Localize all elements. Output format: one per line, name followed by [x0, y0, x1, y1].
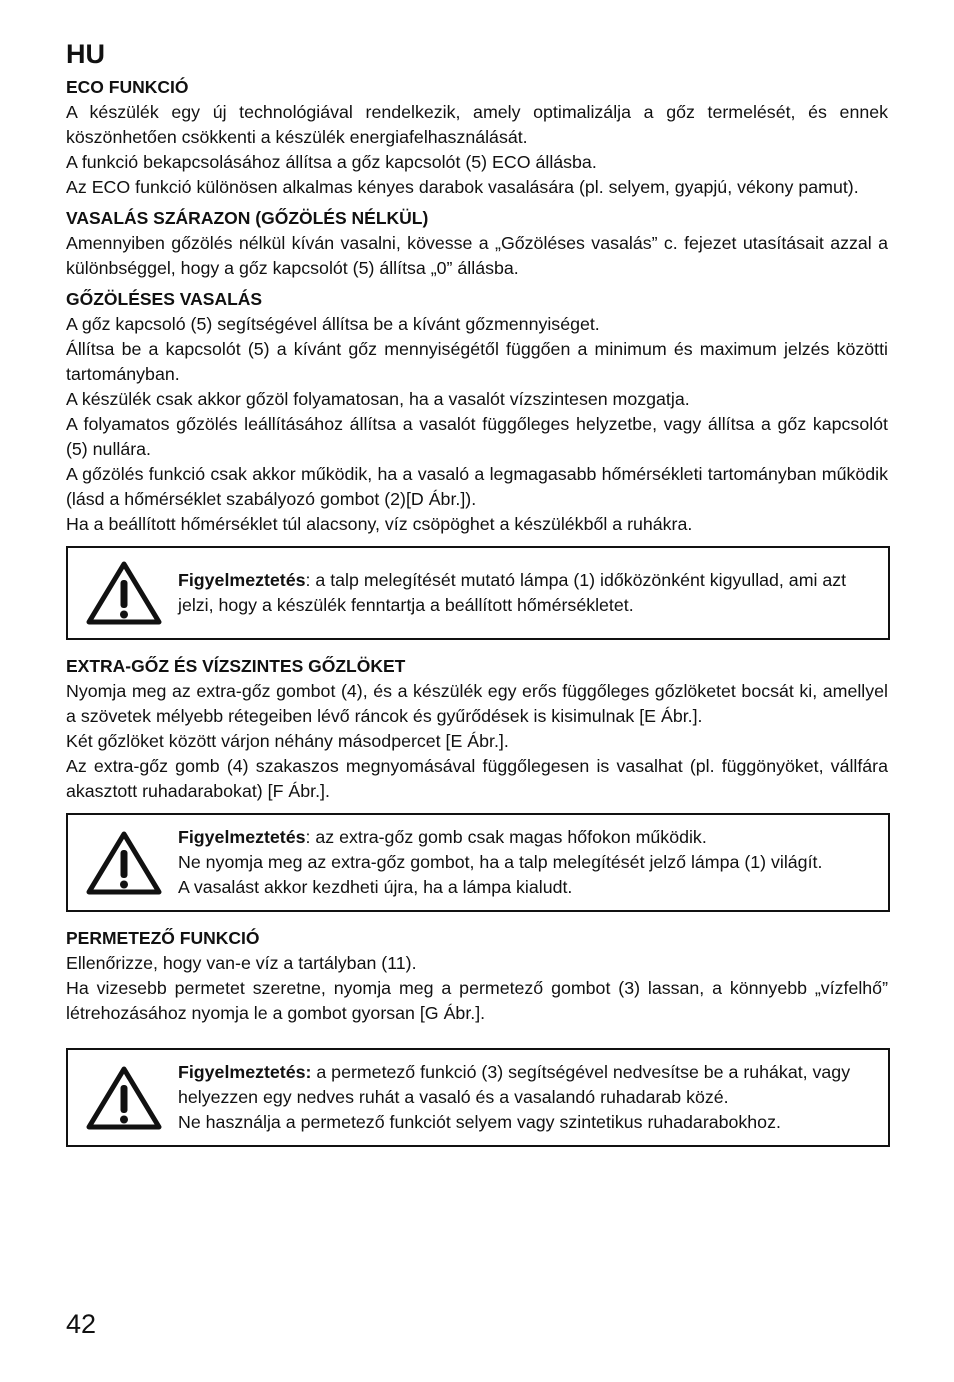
paragraph: A gőzölés funkció csak akkor működik, ha a vasaló a legmagasabb hőmérsékleti tartományban működik (lásd a hőmérséklet szabályozó gombot (2)[D Ábr.]).	[66, 464, 888, 509]
paragraph: Amennyiben gőzölés nélkül kíván vasalni, kövesse a „Gőzöléses vasalás” c. fejezet utasításait azzal a különbséggel, hogy a gőz kapcsolót (5) állítsa „0” állásba.	[66, 233, 888, 278]
warning-box	[66, 546, 890, 640]
paragraph: Az ECO funkció különösen alkalmas kényes darabok vasalására (pl. selyem, gyapjú, vékony pamut).	[66, 177, 859, 197]
paragraph: Az extra-gőz gomb (4) szakaszos megnyomásával függőlegesen is vasalhat (pl. függönyöket, vállfára akasztott ruhadarabokat) [F Ábr.].	[66, 756, 888, 801]
page-number: 42	[66, 1309, 97, 1339]
paragraph: A gőz kapcsoló (5) segítségével állítsa be a kívánt gőzmennyiséget.	[66, 314, 600, 334]
warning-text	[178, 568, 884, 618]
warning-triangle-icon	[84, 558, 164, 628]
warning-line: a permetező funkció (3) segítségével nedvesítse be a ruhákat, vagy helyezzen egy nedves ruhát a vasaló és a vasalandó ruhadarab közé.	[178, 1062, 851, 1107]
warning-triangle-icon	[84, 1063, 164, 1133]
warning-line: Ne nyomja meg az extra-gőz gombot, ha a talp melegítését jelző lámpa (1) világít.	[178, 852, 823, 872]
section-extra-steam	[66, 654, 888, 804]
section-title: VASALÁS SZÁRAZON (GŐZÖLÉS NÉLKÜL)	[66, 208, 429, 228]
content	[66, 75, 888, 1161]
warning-sep: :	[305, 827, 311, 847]
warning-label: Figyelmeztetés:	[178, 1062, 312, 1082]
paragraph: Ellenőrizze, hogy van-e víz a tartályban (11).	[66, 953, 417, 973]
paragraph: A folyamatos gőzölés leállításához állítsa a vasalót függőleges helyzetbe, vagy állítsa a gőz kapcsolót (5) nullára.	[66, 414, 888, 459]
section-spray	[66, 926, 888, 1026]
warning-label: Figyelmeztetés	[178, 570, 306, 590]
warning-box	[66, 1048, 890, 1147]
section-steam-ironing	[66, 287, 888, 537]
warning-line: az extra-gőz gomb csak magas hőfokon működik.	[310, 827, 707, 847]
paragraph: Ha vizesebb permetet szeretne, nyomja meg a permetező gombot (3) lassan, a könnyebb „vízfelhő” létrehozásához nyomja le a gombot gyorsan [G Ábr.].	[66, 978, 888, 1023]
language-code: HU	[66, 39, 105, 69]
section-eco	[66, 75, 888, 200]
section-title: ECO FUNKCIÓ	[66, 77, 189, 97]
warning-line: a talp melegítését mutató lámpa (1) időközönként kigyullad, ami azt jelzi, hogy a készülék fenntartja a beállított hőmérsékletet.	[178, 570, 847, 615]
paragraph: Állítsa be a kapcsolót (5) a kívánt gőz mennyiségétől függően a minimum és maximum jelzés közötti tartományban.	[66, 339, 888, 384]
section-title: EXTRA-GŐZ ÉS VÍZSZINTES GŐZLÖKET	[66, 656, 406, 676]
section-dry-ironing	[66, 206, 888, 281]
warning-box	[66, 813, 890, 912]
paragraph: Két gőzlöket között várjon néhány másodpercet [E Ábr.].	[66, 731, 509, 751]
warning-label: Figyelmeztetés	[178, 827, 306, 847]
paragraph: A készülék egy új technológiával rendelkezik, amely optimalizálja a gőz termelését, és ennek köszönhetően csökkenti a készülék energiafelhasználását.	[66, 102, 888, 147]
warning-line: Ne használja a permetező funkciót selyem vagy szintetikus ruhadarabokhoz.	[178, 1112, 781, 1132]
paragraph: A funkció bekapcsolásához állítsa a gőz kapcsolót (5) ECO állásba.	[66, 152, 597, 172]
warning-text	[178, 825, 884, 900]
warning-triangle-icon	[84, 828, 164, 898]
warning-sep: :	[305, 570, 311, 590]
paragraph: A készülék csak akkor gőzöl folyamatosan, ha a vasalót vízszintesen mozgatja.	[66, 389, 690, 409]
paragraph: Ha a beállított hőmérséklet túl alacsony, víz csöpöghet a készülékből a ruhákra.	[66, 514, 693, 534]
warning-text	[178, 1060, 884, 1135]
section-title: PERMETEZŐ FUNKCIÓ	[66, 928, 260, 948]
warning-line: A vasalást akkor kezdheti újra, ha a lámpa kialudt.	[178, 877, 573, 897]
paragraph: Nyomja meg az extra-gőz gombot (4), és a készülék egy erős függőleges gőzlöketet bocsát ki, amellyel a szövetek mélyebb rétegeiben lévő ráncok és gyűrődések is kisimulnak [E Ábr.].	[66, 681, 888, 726]
section-title: GŐZÖLÉSES VASALÁS	[66, 289, 263, 309]
